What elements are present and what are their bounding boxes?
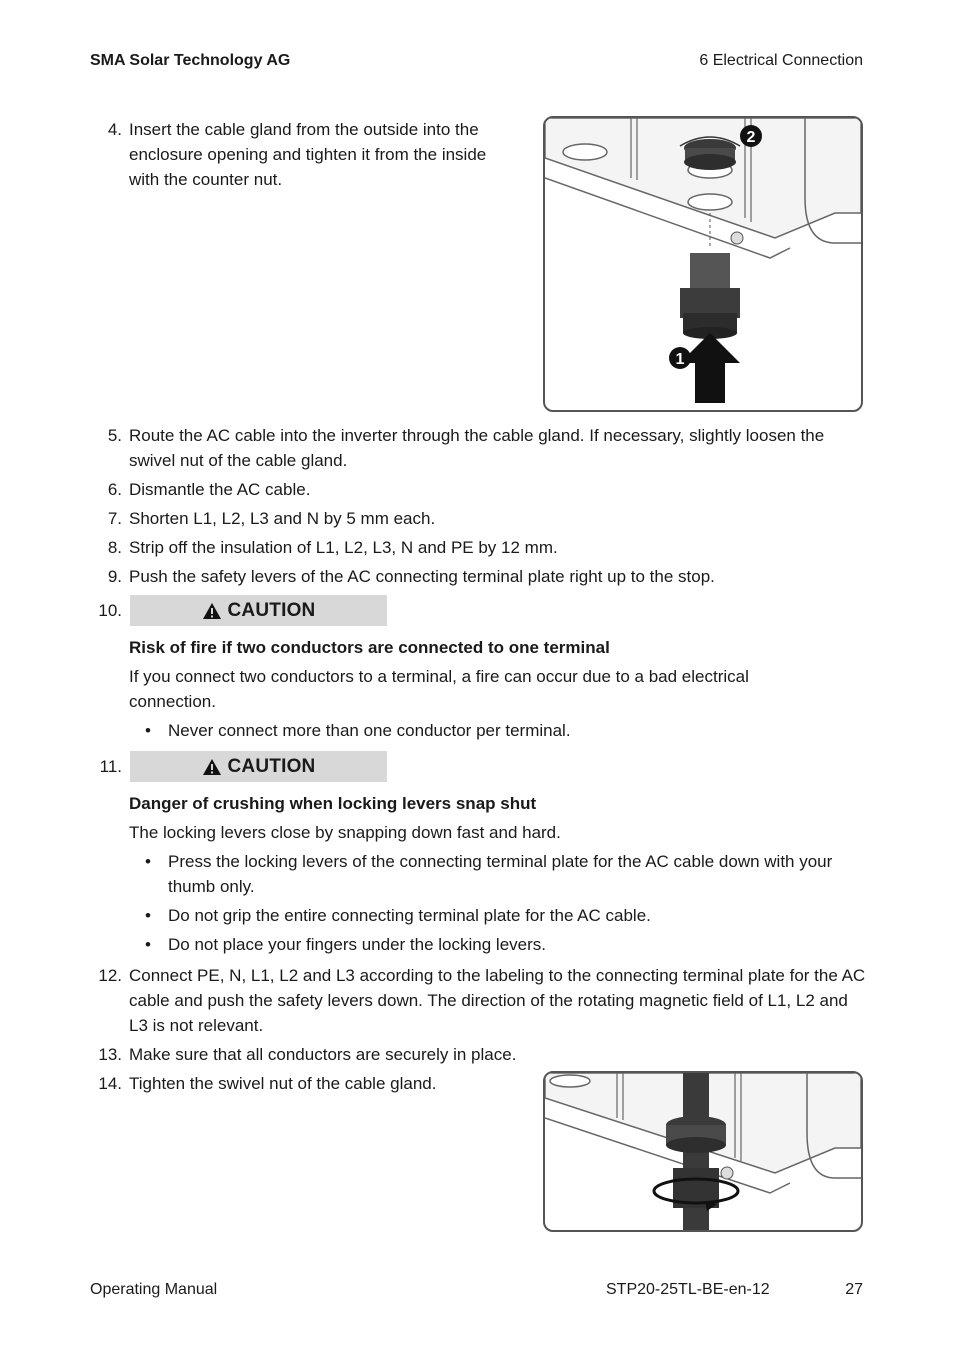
caution-bullet: Press the locking levers of the connecting terminal plate for the AC cable down with your thumb only. (168, 852, 833, 896)
step-text: Route the AC cable into the inverter through the cable gland. If necessary, slightly loosen the swivel nut of the cable gland. (129, 426, 825, 470)
step-number: 11. (99, 757, 122, 776)
step-number: 5. (107, 426, 122, 445)
caution-label: CAUTION (227, 599, 316, 621)
page-number: 27 (845, 1281, 863, 1298)
header-company: SMA Solar Technology AG (90, 52, 291, 69)
marker-1: 1 (675, 351, 685, 368)
caution-bullet: Do not place your fingers under the locking levers. (168, 935, 546, 954)
step-text: Strip off the insulation of L1, L2, L3, N and PE by 12 mm. (129, 538, 558, 557)
step-text: Tighten the swivel nut of the cable gland. (129, 1074, 437, 1093)
marker-2: 2 (746, 129, 756, 146)
caution-bullet: Never connect more than one conductor per terminal. (168, 721, 571, 740)
step-number: 9. (107, 567, 122, 586)
caution-body: If you connect two conductors to a terminal, a fire can occur due to a bad electrical connection. (129, 667, 749, 711)
step-text: Make sure that all conductors are securely in place. (129, 1045, 517, 1064)
step-text: Connect PE, N, L1, L2 and L3 according to the labeling to the connecting terminal plate for the AC cable and push the safety levers down. The direction of the rotating magnetic field of L1, L2 and L3 is not relevant. (129, 966, 866, 1035)
caution-body: The locking levers close by snapping down fast and hard. (129, 823, 561, 842)
warning-triangle-icon (202, 602, 222, 620)
footer-manual: Operating Manual (90, 1281, 218, 1298)
swivel-nut-illustration (545, 1073, 861, 1230)
bullet-dot: • (145, 906, 151, 925)
step-number: 4. (107, 120, 122, 139)
bullet-dot: • (145, 852, 151, 871)
caution-label-box (130, 595, 387, 626)
step-number: 10. (98, 601, 122, 620)
header-section: 6 Electrical Connection (699, 52, 863, 69)
footer-doc-id: STP20-25TL-BE-en-12 (606, 1281, 770, 1298)
step-number: 12. (98, 966, 122, 985)
bullet-dot: • (145, 935, 151, 954)
caution-title: Danger of crushing when locking levers snap shut (129, 794, 537, 813)
figure-cable-gland-insert (543, 116, 863, 412)
step-number: 13. (98, 1045, 122, 1064)
caution-bullet: Do not grip the entire connecting terminal plate for the AC cable. (168, 906, 651, 925)
step-number: 6. (107, 480, 122, 499)
step-text: Push the safety levers of the AC connecting terminal plate right up to the stop. (129, 567, 715, 586)
step-text: Insert the cable gland from the outside into the enclosure opening and tighten it from the inside with the counter nut. (129, 120, 487, 189)
caution-title: Risk of fire if two conductors are connected to one terminal (129, 638, 610, 657)
caution-label-box (130, 751, 387, 782)
bullet-dot: • (145, 721, 151, 740)
warning-triangle-icon (202, 758, 222, 776)
step-text: Shorten L1, L2, L3 and N by 5 mm each. (129, 509, 436, 528)
step-text: Dismantle the AC cable. (129, 480, 311, 499)
figure-swivel-nut-tighten (543, 1071, 863, 1232)
caution-label: CAUTION (227, 755, 316, 777)
cable-gland-illustration (545, 118, 861, 410)
step-number: 8. (107, 538, 122, 557)
step-number: 7. (107, 509, 122, 528)
step-number: 14. (98, 1074, 122, 1093)
